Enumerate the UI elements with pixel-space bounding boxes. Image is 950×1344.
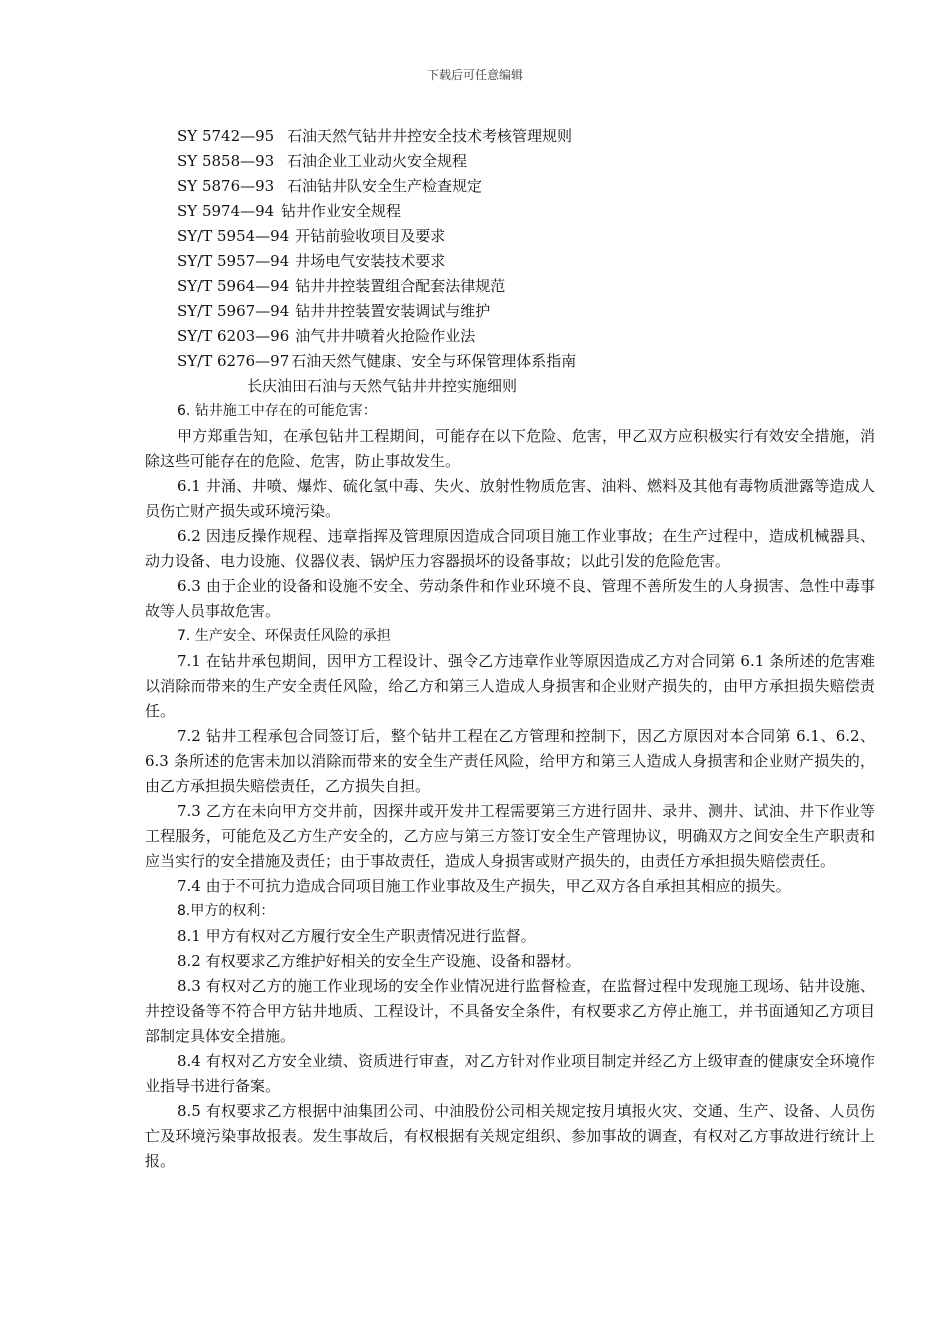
paragraph: 甲方郑重告知，在承包钻井工程期间，可能存在以下危险、危害，甲乙双方应积极实行有效安全措施，消除这些可能存在的危险、危害，防止事故发生。 [145,427,875,470]
standard-code: SY/T 5957—94 [177,252,290,270]
page-header: 下载后可任意编辑 [426,68,523,82]
standard-code: SY 5858—93 [177,152,275,170]
standard-title: 井场电气安装技术要求 [295,252,446,270]
standard-code: SY/T 6276—97 [177,352,290,370]
standard-code: SY/T 5964—94 [177,277,290,295]
standard-title: 钻井井控装置安装调试与维护 [295,302,491,320]
standard-item [145,224,875,249]
standard-item [145,274,875,299]
paragraph: 7.2 钻井工程承包合同签订后，整个钻井工程在乙方管理和控制下，因乙方原因对本合同第 6.1、6.2、6.3 条所述的危害未加以消除而带来的安全生产责任风险，给甲方和第三人造成人身损害和企业财产损失的，由乙方承担损失赔偿责任，乙方损失自担。 [145,727,875,795]
standard-title: 开钻前验收项目及要求 [295,227,446,245]
standard-code: SY 5974—94 [177,202,275,220]
standard-code: SY/T 5967—94 [177,302,290,320]
standard-item [145,174,875,199]
standard-code: SY/T 5954—94 [177,227,290,245]
standard-title: 石油天然气钻井井控安全技术考核管理规则 [287,127,573,145]
paragraph: 6.1 井涌、井喷、爆炸、硫化氢中毒、失火、放射性物质危害、油料、燃料及其他有毒物质泄露等造成人员伤亡财产损失或环境污染。 [145,477,875,520]
standard-item [145,349,875,374]
standard-item [145,324,875,349]
standard-code: SY/T 6203—96 [177,327,290,345]
standard-title: 钻井井控装置组合配套法律规范 [295,277,506,295]
standard-item [145,249,875,274]
standard-item [145,149,875,174]
paragraph: 8.1 甲方有权对乙方履行安全生产职责情况进行监督。 [177,927,536,945]
paragraph: 6.2 因违反操作规程、违章指挥及管理原因造成合同项目施工作业事故；在生产过程中，造成机械器具、动力设备、电力设施、仪器仪表、锅炉压力容器损坏的设备事故；以此引发的危险危害。 [145,527,875,570]
paragraph: 7.3 乙方在未向甲方交井前，因探井或开发井工程需要第三方进行固井、录井、测井、试油、井下作业等工程服务，可能危及乙方生产安全的，乙方应与第三方签订安全生产管理协议，明确双方之间安全生产职责和应当实行的安全措施及责任；由于事故责任，造成人身损害或财产损失的，由责任方承担损失赔偿责任。 [145,802,875,870]
paragraph: 6.3 由于企业的设备和设施不安全、劳动条件和作业环境不良、管理不善所发生的人身损害、急性中毒事故等人员事故危害。 [145,577,875,620]
paragraph: 7.4 由于不可抗力造成合同项目施工作业事故及生产损失，甲乙双方各自承担其相应的损失。 [177,877,791,895]
paragraph: 8.2 有权要求乙方维护好相关的安全生产设施、设备和器材。 [177,952,581,970]
section-6-heading: 6. 钻井施工中存在的可能危害： [177,403,377,419]
standard-code: SY 5742—95 [177,127,275,145]
standard-tail: 长庆油田石油与天然气钻井井控实施细则 [247,377,518,395]
standard-item [145,199,875,224]
standard-title: 油气井井喷着火抢险作业法 [295,327,476,345]
paragraph: 8.5 有权要求乙方根据中油集团公司、中油股份公司相关规定按月填报火灾、交通、生产、设备、人员伤亡及环境污染事故报表。发生事故后，有权根据有关规定组织、参加事故的调查，有权对乙方事故进行统计上报。 [145,1102,875,1170]
paragraph: 8.3 有权对乙方的施工作业现场的安全作业情况进行监督检查，在监督过程中发现施工现场、钻井设施、井控设备等不符合甲方钻井地质、工程设计，不具备安全条件，有权要求乙方停止施工，并书面通知乙方项目部制定具体安全措施。 [145,977,875,1045]
standard-title: 钻井作业安全规程 [281,202,402,220]
standard-title: 石油钻井队安全生产检查规定 [287,177,483,195]
standard-title: 石油天然气健康、安全与环保管理体系指南 [291,352,577,370]
section-7-heading: 7. 生产安全、环保责任风险的承担 [177,628,391,644]
standard-item [145,299,875,324]
section-8-heading: 8.甲方的权利： [177,903,275,919]
paragraph: 8.4 有权对乙方安全业绩、资质进行审查，对乙方针对作业项目制定并经乙方上级审查的健康安全环境作业指导书进行备案。 [145,1052,875,1095]
paragraph: 7.1 在钻井承包期间，因甲方工程设计、强令乙方违章作业等原因造成乙方对合同第 6.1 条所述的危害难以消除而带来的生产安全责任风险，给乙方和第三人造成人身损害和企业财产损失的，由甲方承担损失赔偿责任。 [145,652,875,720]
standard-title: 石油企业工业动火安全规程 [287,152,468,170]
document-body [145,124,875,1174]
standard-code: SY 5876—93 [177,177,275,195]
standard-item [145,124,875,149]
